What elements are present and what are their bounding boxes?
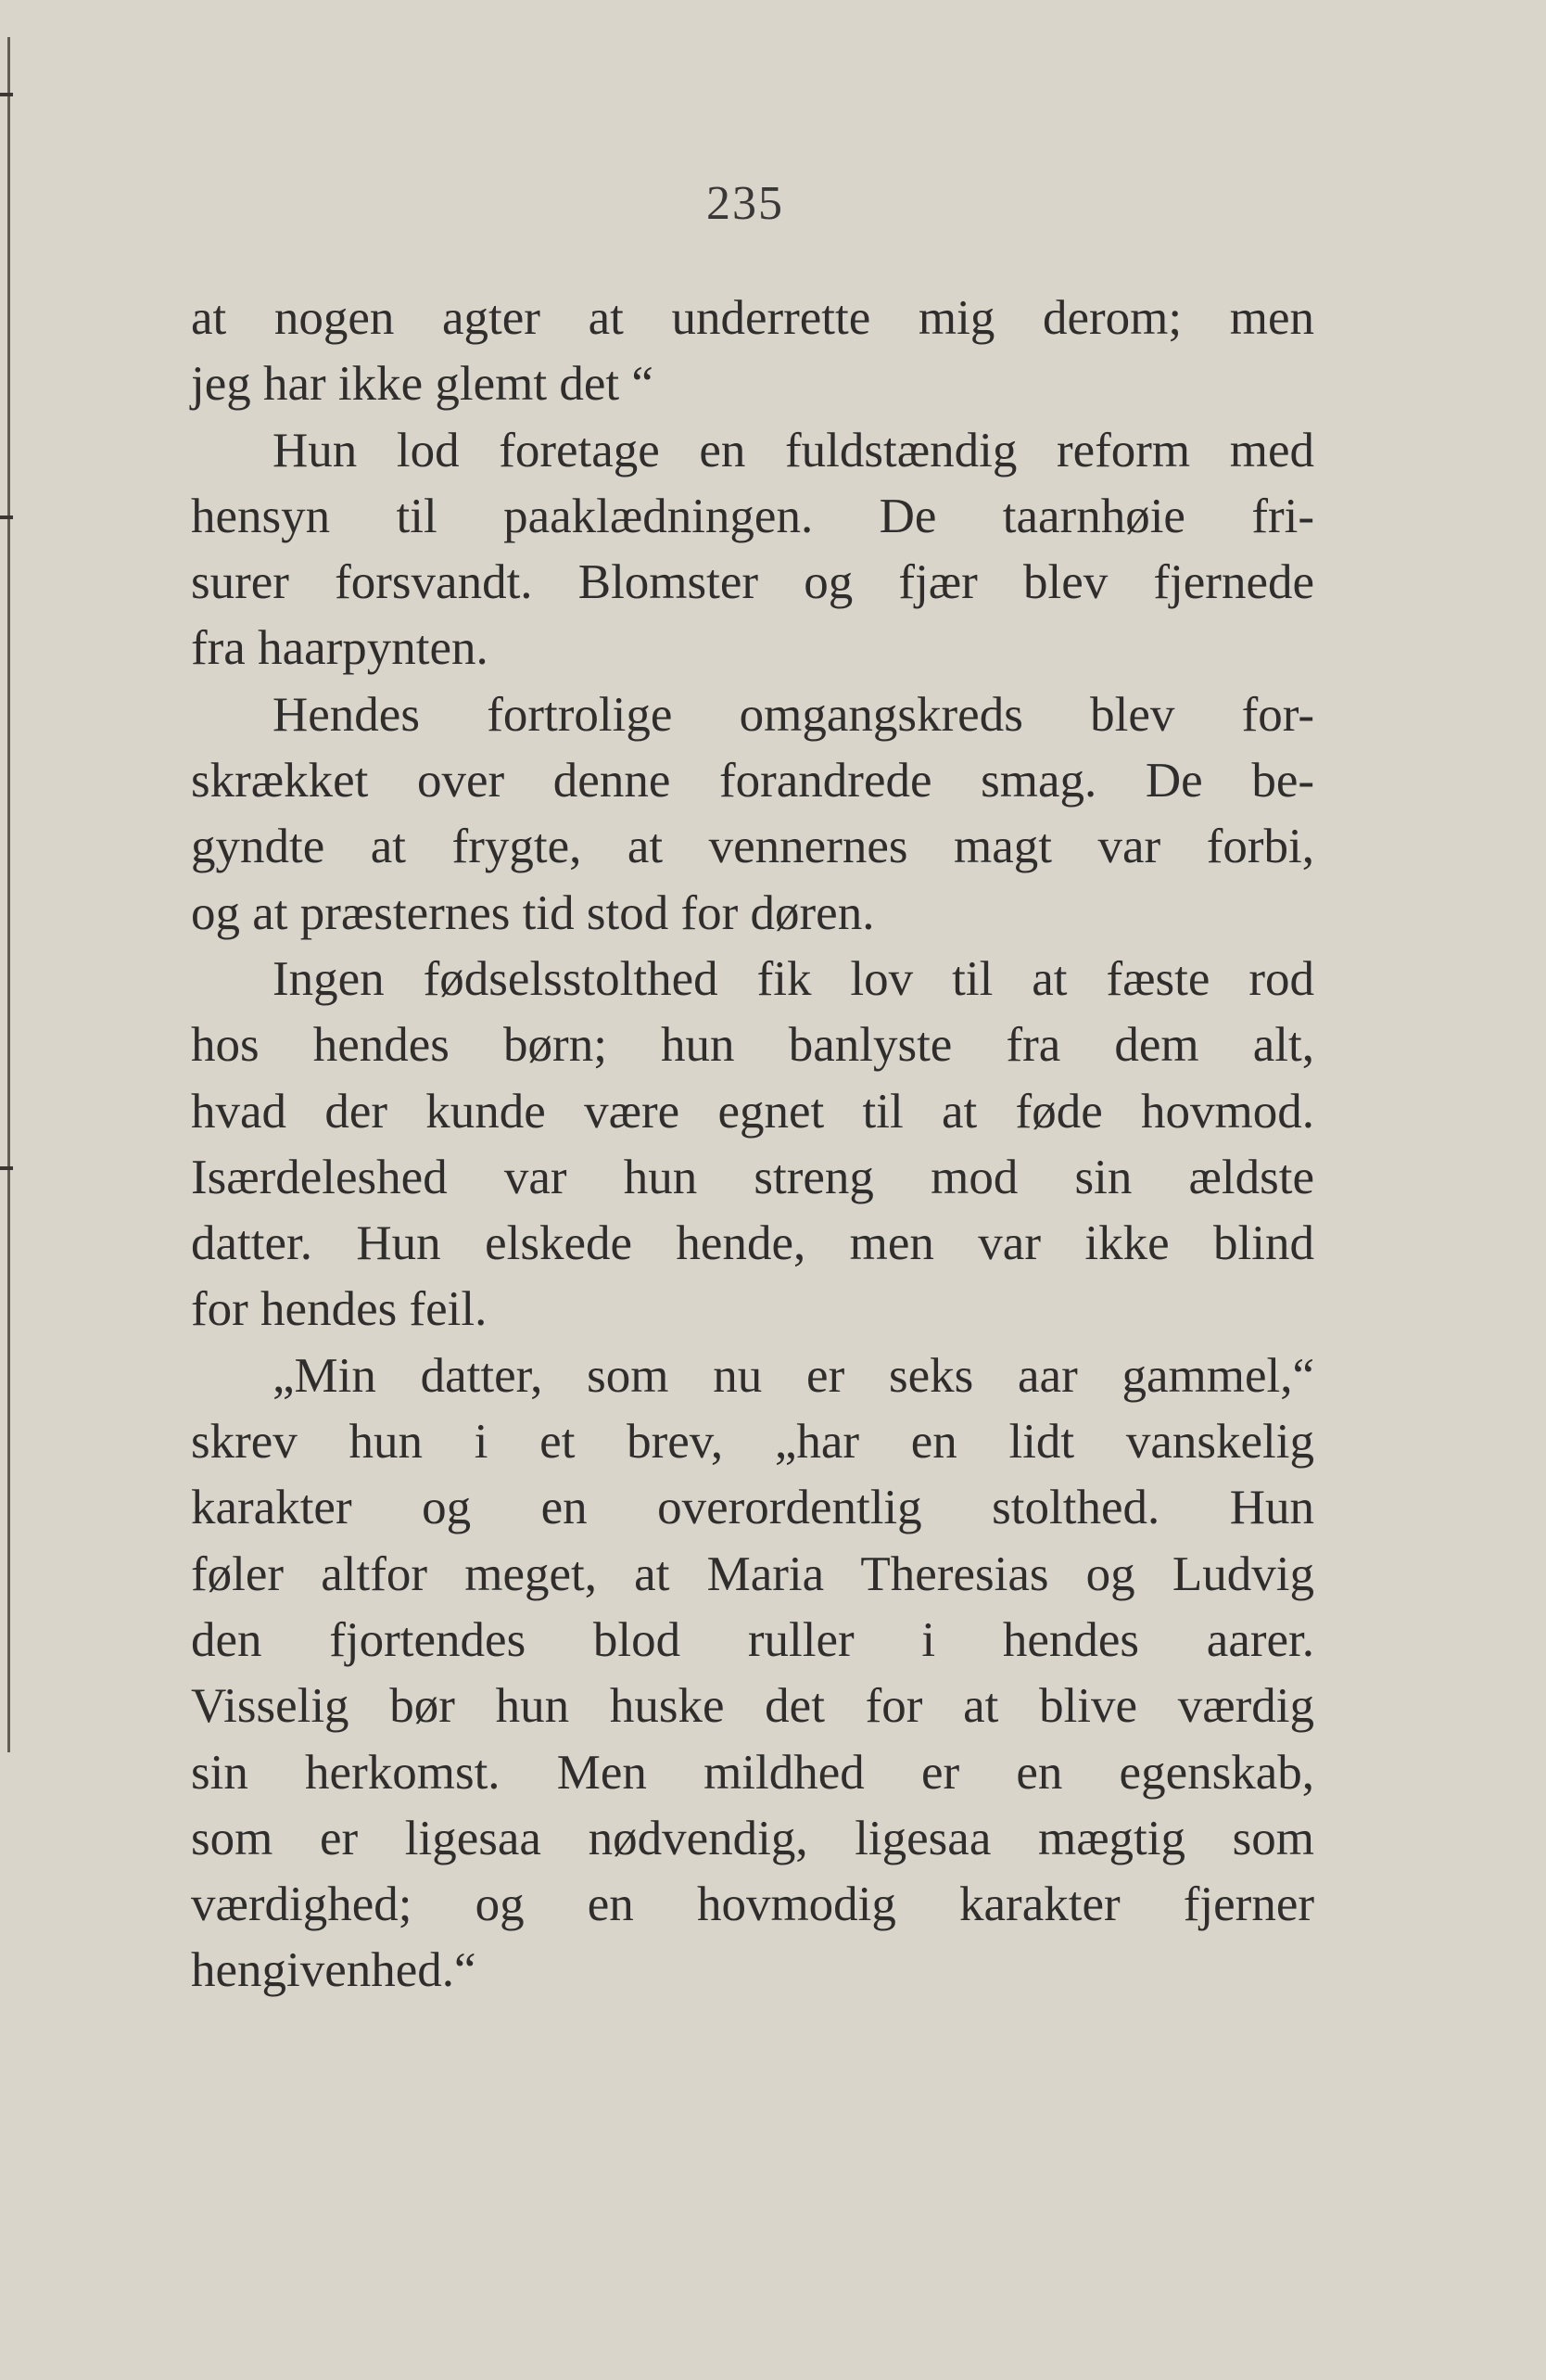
text-line: Hendes fortrolige omgangskreds blev for- <box>272 687 1314 742</box>
text-line: Isærdeleshed var hun streng mod sin ældste <box>191 1150 1314 1204</box>
text-line: hensyn til paaklædningen. De taarnhøie fri- <box>191 489 1314 543</box>
text-line: som er ligesaa nødvendig, ligesaa mægtig som <box>191 1811 1314 1865</box>
text-line: datter. Hun elskede hende, men var ikke blind <box>191 1216 1314 1271</box>
text-line: Hun lod foretage en fuldstændig reform med <box>272 423 1314 477</box>
text-line: hos hendes børn; hun banlyste fra dem alt, <box>191 1018 1314 1073</box>
body-text <box>191 286 1314 2005</box>
text-line: føler altfor meget, at Maria Theresias og Ludvig <box>191 1546 1314 1601</box>
text-line: skrækket over denne forandrede smag. De be- <box>191 754 1314 808</box>
text-line: værdighed; og en hovmodig karakter fjerner <box>191 1877 1314 1932</box>
text-line: Visselig bør hun huske det for at blive værdig <box>191 1679 1314 1734</box>
page-binding-edge <box>7 37 10 1752</box>
text-line: Ingen fødselsstolthed fik lov til at fæste rod <box>272 951 1314 1006</box>
page-number: 235 <box>706 177 784 230</box>
text-line: fra haarpynten. <box>191 621 488 676</box>
text-line: og at præsternes tid stod for døren. <box>191 885 875 940</box>
text-line: skrev hun i et brev, „har en lidt vanskelig <box>191 1415 1314 1470</box>
text-line: „Min datter, som nu er seks aar gammel,“ <box>272 1348 1314 1403</box>
edge-mark <box>0 1166 13 1170</box>
text-line: at nogen agter at underrette mig derom; men <box>191 291 1314 345</box>
text-line: den fjortendes blod ruller i hendes aarer. <box>191 1612 1314 1667</box>
text-line: gyndte at frygte, at vennernes magt var forbi, <box>191 820 1314 874</box>
text-line: jeg har ikke glemt det “ <box>191 357 653 412</box>
text-line: for hendes feil. <box>191 1282 488 1337</box>
text-line: hvad der kunde være egnet til at føde hovmod. <box>191 1084 1314 1139</box>
text-line: hengivenhed.“ <box>191 1943 476 1998</box>
text-line: karakter og en overordentlig stolthed. Hun <box>191 1481 1314 1535</box>
edge-mark <box>0 515 13 519</box>
edge-mark <box>0 93 13 96</box>
text-line: surer forsvandt. Blomster og fjær blev fjernede <box>191 555 1314 610</box>
text-line: sin herkomst. Men mildhed er en egenskab, <box>191 1745 1314 1800</box>
